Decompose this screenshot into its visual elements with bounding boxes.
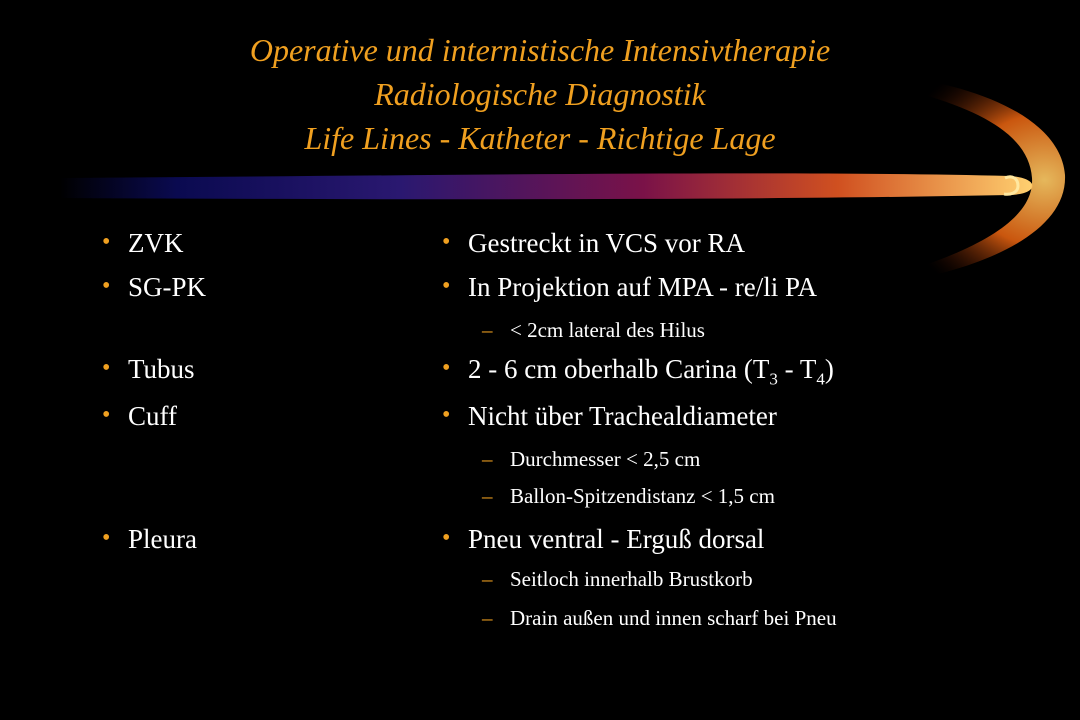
left-item-pleura: • Pleura [102,524,197,554]
right-item-5: • Pneu ventral - Erguß dorsal [442,524,765,554]
left-item-tubus: • Tubus [102,354,195,384]
bullet-icon: • [102,525,111,551]
dash-icon: – [482,447,493,471]
dash-icon: – [482,567,493,591]
right-item-4: • Nicht über Trachealdiameter [442,401,777,431]
dash-icon: – [482,484,493,508]
right-item-3: • 2 - 6 cm oberhalb Carina $(T_3 - T_4)$ [442,354,834,389]
title-line-2: Radiologische Diagnostik [374,76,706,112]
right-subitem-5-2: – Drain außen und innen scharf bei Pneu [482,606,837,630]
bullet-icon: • [442,525,451,551]
right-item-2: • In Projektion auf MPA - re/li PA [442,272,818,302]
left-item-cuff: • Cuff [102,401,178,431]
right-subitem-4-1: – Durchmesser < 2,5 cm [482,447,701,471]
bullet-icon: • [102,355,111,381]
left-item-sgpk: • SG-PK [102,272,207,302]
bullet-icon: • [102,402,111,428]
bullet-icon: • [442,402,451,428]
bullet-icon: • [102,273,111,299]
right-subitem-5-1: – Seitloch innerhalb Brustkorb [482,567,753,591]
title-line-3: Life Lines - Katheter - Richtige Lage [304,120,776,156]
right-item-1: • Gestreckt in VCS vor RA [442,228,745,258]
right-subitem-4-2: – Ballon-Spitzendistanz < 1,5 cm [482,484,775,508]
bullet-icon: • [442,229,451,255]
left-item-zvk: • ZVK [102,228,184,258]
title-line-1: Operative und internistische Intensivtherapie [249,32,831,68]
dash-icon: – [482,606,493,630]
bullet-icon: • [442,355,451,381]
bullet-icon: • [442,273,451,299]
bullet-icon: • [102,229,111,255]
right-subitem-2-1: – < 2cm lateral des Hilus [482,318,705,342]
dash-icon: – [482,318,493,342]
